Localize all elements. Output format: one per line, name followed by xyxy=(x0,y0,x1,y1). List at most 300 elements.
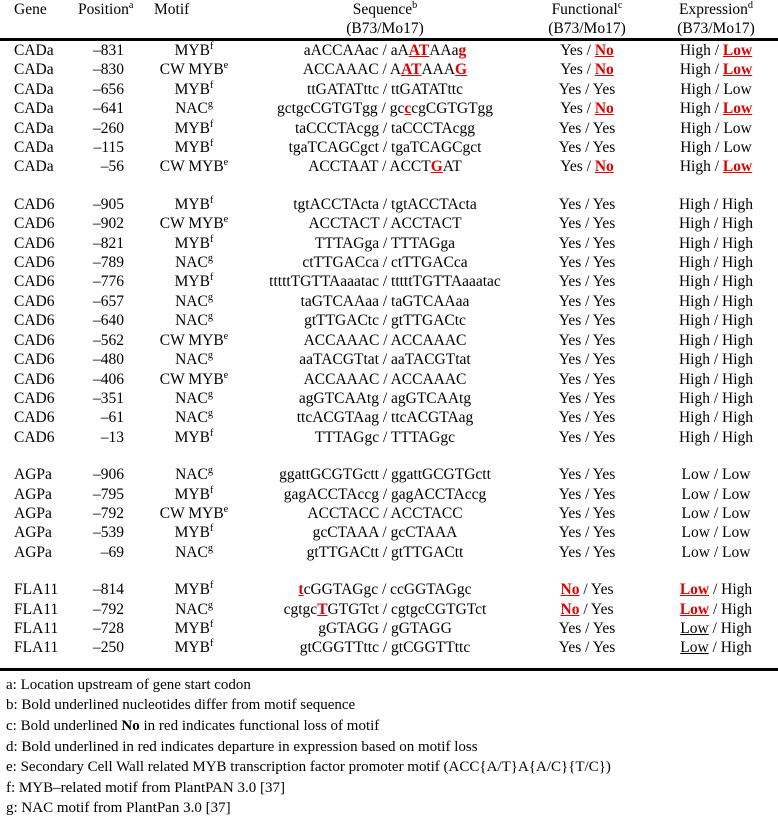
column-header-expression-subtitle: (B73/Mo17) xyxy=(677,20,755,37)
cell-motif xyxy=(138,272,250,291)
expression-run-0: Low / Low xyxy=(681,543,751,561)
expression-run-0: High / High xyxy=(678,428,754,446)
cell-motif-label: NAC xyxy=(175,351,208,369)
cell-gene: CADa xyxy=(14,61,54,79)
cell-sequence xyxy=(250,331,520,350)
cell-gene: CAD6 xyxy=(14,428,55,446)
column-header-position-footnote-marker: a xyxy=(128,0,134,11)
sequence-run-0: tgaTCAGCgct / tgaTCAGCgct xyxy=(288,139,482,157)
sequence-run-0: t xyxy=(298,581,304,599)
cell-motif-footnote-marker: e xyxy=(223,214,229,226)
cell-position: –656 xyxy=(93,80,124,98)
functional-run-0: Yes / Yes xyxy=(558,254,616,272)
cell-sequence xyxy=(250,619,520,638)
cell-position: –56 xyxy=(100,158,124,176)
expression-run-0: High / High xyxy=(678,215,754,233)
cell-sequence xyxy=(250,119,520,138)
table-row xyxy=(0,99,778,118)
cell-motif xyxy=(138,234,250,253)
cell-gene: AGPa xyxy=(14,543,52,561)
table-row xyxy=(0,214,778,233)
cell-motif-label: CW MYB xyxy=(159,61,224,79)
table-row xyxy=(0,80,778,99)
functional-run-0: Yes / Yes xyxy=(558,195,616,213)
cell-sequence xyxy=(250,311,520,330)
expression-run-0: High / xyxy=(679,42,723,59)
cell-motif xyxy=(138,600,250,619)
cell-functional xyxy=(520,580,654,599)
cell-motif-footnote-marker: f xyxy=(209,79,214,91)
cell-motif-label: NAC xyxy=(175,254,208,272)
cell-sequence xyxy=(250,428,520,447)
cell-sequence xyxy=(250,485,520,504)
cell-sequence xyxy=(250,80,520,99)
functional-run-0: Yes / Yes xyxy=(558,351,616,369)
cell-expression xyxy=(654,311,778,330)
table-row xyxy=(0,428,778,447)
footnote-e-run-0: e: Secondary Cell Wall related MYB transcription factor promoter motif (ACC{A/T}A{A/C}{T/C}) xyxy=(6,759,611,776)
sequence-run-0: agGTCAAtg / agGTCAAtg xyxy=(298,389,472,407)
cell-functional xyxy=(520,331,654,350)
cell-motif-label: MYB xyxy=(174,273,210,291)
table-row xyxy=(0,580,778,599)
cell-sequence xyxy=(250,408,520,427)
expression-run-0: Low xyxy=(679,581,710,599)
expression-run-0: High / High xyxy=(678,409,754,427)
functional-run-0: Yes / Yes xyxy=(558,292,616,310)
column-header-functional xyxy=(520,0,654,39)
table-body xyxy=(0,41,778,658)
cell-motif-footnote-marker: f xyxy=(209,194,214,206)
gene-group-spacer-cell xyxy=(0,562,778,580)
sequence-run-2: AAA xyxy=(421,61,456,79)
expression-run-0: High / Low xyxy=(680,119,752,137)
cell-gene: CAD6 xyxy=(14,234,55,252)
table-row xyxy=(0,543,778,562)
cell-motif-label: MYB xyxy=(174,619,210,637)
cell-expression xyxy=(654,195,778,214)
cell-motif-footnote-marker: f xyxy=(209,484,214,496)
column-header-gene xyxy=(0,0,70,39)
cell-motif xyxy=(138,214,250,233)
functional-run-0: Yes / Yes xyxy=(558,428,616,446)
cell-expression xyxy=(654,99,778,118)
header-row xyxy=(0,0,778,39)
column-header-sequence-label: Sequence xyxy=(352,1,413,18)
cell-motif-label: NAC xyxy=(175,466,208,484)
cell-position: –657 xyxy=(93,292,124,310)
expression-run-0: High / Low xyxy=(680,80,752,98)
expression-run-1: Low xyxy=(722,100,753,118)
cell-expression xyxy=(654,485,778,504)
cell-gene: AGPa xyxy=(14,485,52,503)
sequence-run-0: ACCTAAT / ACCT xyxy=(308,158,431,176)
cell-motif-footnote-marker: f xyxy=(209,638,214,650)
cell-motif xyxy=(138,504,250,523)
footnote-c xyxy=(2,716,778,737)
cell-functional xyxy=(520,465,654,484)
sequence-run-0: gtTTGACtc / gtTTGACtc xyxy=(304,312,466,330)
functional-run-1: No xyxy=(594,100,614,118)
cell-sequence xyxy=(250,99,520,118)
functional-run-0: Yes / xyxy=(560,100,595,118)
cell-position: –792 xyxy=(93,504,124,522)
cell-motif-label: MYB xyxy=(174,485,210,503)
expression-run-1: / High xyxy=(708,639,752,657)
functional-run-0: Yes / Yes xyxy=(558,619,616,637)
expression-run-1: Low xyxy=(722,42,753,59)
cell-gene: CAD6 xyxy=(14,389,55,407)
cell-functional xyxy=(520,234,654,253)
cell-gene: CADa xyxy=(14,80,54,98)
cell-motif xyxy=(138,389,250,408)
cell-expression xyxy=(654,234,778,253)
cell-sequence xyxy=(250,638,520,657)
sequence-run-0: gtCGGTTttc / gtCGGTTttc xyxy=(299,639,471,657)
cell-motif xyxy=(138,292,250,311)
cell-motif xyxy=(138,195,250,214)
table-header xyxy=(0,0,778,41)
functional-run-0: No xyxy=(560,581,580,599)
cell-expression xyxy=(654,253,778,272)
footnote-c-run-1: No xyxy=(121,717,140,734)
functional-run-0: Yes / Yes xyxy=(558,466,616,484)
footnote-f-run-0: f: MYB–related motif from PlantPAN 3.0 [37] xyxy=(6,779,286,796)
functional-run-0: Yes / Yes xyxy=(558,331,616,349)
cell-sequence xyxy=(250,523,520,542)
cell-motif xyxy=(138,543,250,562)
expression-run-0: High / High xyxy=(678,331,754,349)
functional-run-0: Yes / Yes xyxy=(558,524,616,542)
expression-run-0: Low / Low xyxy=(681,466,751,484)
sequence-run-0: gtTTGACtt / gtTTGACtt xyxy=(306,543,464,561)
cell-motif-footnote-marker: e xyxy=(223,503,229,515)
cell-position: –902 xyxy=(93,215,124,233)
table-row xyxy=(0,465,778,484)
cell-functional xyxy=(520,311,654,330)
cell-sequence xyxy=(250,41,520,60)
cell-motif-footnote-marker: e xyxy=(223,369,229,381)
footnote-g xyxy=(2,798,778,819)
cell-motif xyxy=(138,311,250,330)
cell-motif-label: CW MYB xyxy=(159,215,224,233)
cell-sequence xyxy=(250,370,520,389)
cell-motif xyxy=(138,523,250,542)
cell-motif-footnote-marker: e xyxy=(223,330,229,342)
cell-sequence xyxy=(250,292,520,311)
sequence-run-2: AT xyxy=(442,158,462,176)
cell-expression xyxy=(654,600,778,619)
expression-run-0: High / xyxy=(679,100,723,118)
cell-motif-label: MYB xyxy=(174,42,210,59)
cell-position: –831 xyxy=(93,42,124,59)
column-header-gene-label: Gene xyxy=(14,1,47,18)
cell-motif xyxy=(138,580,250,599)
functional-run-1: No xyxy=(594,158,614,176)
cell-motif-label: MYB xyxy=(174,234,210,252)
sequence-run-1: G xyxy=(430,158,443,176)
cell-position: –640 xyxy=(93,312,124,330)
cell-motif xyxy=(138,41,250,60)
expression-run-1: Low xyxy=(722,158,753,176)
cell-expression xyxy=(654,370,778,389)
footnote-a xyxy=(2,675,778,696)
cell-functional xyxy=(520,408,654,427)
cell-gene: FLA11 xyxy=(14,639,59,657)
gene-group-spacer xyxy=(0,447,778,465)
sequence-run-0: tgtACCTActa / tgtACCTActa xyxy=(293,195,477,213)
sequence-run-3: g xyxy=(458,42,467,59)
cell-functional xyxy=(520,504,654,523)
sequence-run-1: T xyxy=(317,600,328,618)
table-row xyxy=(0,60,778,79)
table-row xyxy=(0,408,778,427)
cell-motif-footnote-marker: g xyxy=(207,99,213,111)
cell-expression xyxy=(654,331,778,350)
cell-motif xyxy=(138,485,250,504)
table-row xyxy=(0,523,778,542)
sequence-run-0: ACCAAAC / ACCAAAC xyxy=(303,331,467,349)
cell-position: –250 xyxy=(93,639,124,657)
table-row xyxy=(0,619,778,638)
cell-gene: CAD6 xyxy=(14,331,55,349)
sequence-run-0: ggattGCGTGctt / ggattGCGTGctt xyxy=(279,466,491,484)
footnote-f xyxy=(2,778,778,799)
functional-run-1: / Yes xyxy=(579,581,614,599)
cell-motif-label: MYB xyxy=(174,80,210,98)
table-row xyxy=(0,253,778,272)
column-header-sequence xyxy=(250,0,520,39)
functional-run-0: Yes / Yes xyxy=(558,485,616,503)
sequence-run-0: gctgcCGTGTgg / gc xyxy=(276,100,405,118)
cell-expression xyxy=(654,408,778,427)
table-row xyxy=(0,350,778,369)
table-footer xyxy=(0,658,778,671)
functional-run-0: Yes / Yes xyxy=(558,409,616,427)
cell-gene: CADa xyxy=(14,119,54,137)
expression-run-1: / High xyxy=(708,619,752,637)
cell-sequence xyxy=(250,272,520,291)
table-row xyxy=(0,272,778,291)
cell-motif-footnote-marker: e xyxy=(223,60,229,72)
cell-motif xyxy=(138,99,250,118)
footnote-d-run-0: d: Bold underlined in red indicates departure in expression based on motif loss xyxy=(6,738,478,755)
cell-position: –115 xyxy=(93,139,124,157)
cell-expression xyxy=(654,350,778,369)
table-row xyxy=(0,292,778,311)
sequence-run-2: AAa xyxy=(429,42,459,59)
expression-run-0: High / xyxy=(679,158,723,176)
cell-expression xyxy=(654,523,778,542)
expression-run-0: High / High xyxy=(678,292,754,310)
cell-gene: CADa xyxy=(14,158,54,176)
cell-motif-footnote-marker: f xyxy=(209,272,214,284)
cell-functional xyxy=(520,543,654,562)
cell-gene: CAD6 xyxy=(14,273,55,291)
cell-motif-label: CW MYB xyxy=(159,331,224,349)
table-row xyxy=(0,195,778,214)
cell-motif-footnote-marker: f xyxy=(209,137,214,149)
cell-expression xyxy=(654,543,778,562)
cell-sequence xyxy=(250,253,520,272)
functional-run-0: Yes / xyxy=(560,61,595,79)
functional-run-0: Yes / xyxy=(560,158,595,176)
sequence-run-0: aaTACGTtat / aaTACGTtat xyxy=(299,351,471,369)
column-header-sequence-subtitle: (B73/Mo17) xyxy=(346,20,424,37)
cell-functional xyxy=(520,619,654,638)
column-header-motif xyxy=(138,0,250,39)
gene-group-spacer-cell xyxy=(0,447,778,465)
footer-gap-row xyxy=(0,658,778,669)
cell-motif-label: MYB xyxy=(174,639,210,657)
cell-motif xyxy=(138,408,250,427)
cell-position: –69 xyxy=(100,543,124,561)
cell-sequence xyxy=(250,600,520,619)
functional-run-0: Yes / Yes xyxy=(558,139,616,157)
cell-motif-label: CW MYB xyxy=(159,158,224,176)
expression-run-1: / High xyxy=(709,600,753,618)
sequence-run-1: cGGTAGgc / ccGGTAGgc xyxy=(303,581,472,599)
sequence-run-0: ACCTACT / ACCTACT xyxy=(308,215,462,233)
cell-expression xyxy=(654,465,778,484)
table-row xyxy=(0,600,778,619)
functional-run-0: Yes / Yes xyxy=(558,639,616,657)
cell-motif-label: NAC xyxy=(175,292,208,310)
cell-position: –821 xyxy=(93,234,124,252)
expression-run-1: Low xyxy=(722,61,753,79)
expression-run-0: High / High xyxy=(678,195,754,213)
cell-motif-footnote-marker: f xyxy=(209,580,214,591)
cell-motif-label: NAC xyxy=(175,312,208,330)
cell-motif-label: NAC xyxy=(175,409,208,427)
cell-motif-footnote-marker: g xyxy=(207,408,213,420)
cell-gene: CADa xyxy=(14,100,54,118)
cell-position: –830 xyxy=(93,61,124,79)
expression-run-0: High / High xyxy=(678,370,754,388)
sequence-run-1: AT xyxy=(408,42,430,59)
cell-functional xyxy=(520,253,654,272)
cell-functional xyxy=(520,638,654,657)
cell-expression xyxy=(654,428,778,447)
sequence-run-2: cgCGTGTgg xyxy=(411,100,494,118)
cell-motif xyxy=(138,80,250,99)
cell-expression xyxy=(654,60,778,79)
cell-motif xyxy=(138,253,250,272)
sequence-run-0: taCCCTAcgg / taCCCTAcgg xyxy=(294,119,476,137)
cell-motif xyxy=(138,350,250,369)
cell-expression xyxy=(654,638,778,657)
cell-gene: CAD6 xyxy=(14,370,55,388)
cell-sequence xyxy=(250,214,520,233)
cell-motif-footnote-marker: g xyxy=(207,599,213,611)
sequence-run-0: ctTTGACca / ctTTGACca xyxy=(302,254,468,272)
cell-position: –814 xyxy=(93,581,124,599)
cell-functional xyxy=(520,389,654,408)
cell-functional xyxy=(520,99,654,118)
cell-functional xyxy=(520,523,654,542)
cell-motif xyxy=(138,370,250,389)
cell-motif-footnote-marker: g xyxy=(207,291,213,303)
cell-motif-footnote-marker: f xyxy=(209,618,214,630)
column-header-functional-label: Functional xyxy=(551,1,618,18)
cell-motif-footnote-marker: f xyxy=(209,118,214,130)
expression-run-0: Low xyxy=(680,639,709,657)
cell-expression xyxy=(654,80,778,99)
functional-run-0: Yes / xyxy=(560,42,595,59)
sequence-run-0: gagACCTAccg / gagACCTAccg xyxy=(283,485,487,503)
cell-motif-footnote-marker: f xyxy=(209,427,214,439)
cell-gene: CAD6 xyxy=(14,254,55,272)
cell-motif-label: MYB xyxy=(174,195,210,213)
expression-run-0: Low xyxy=(680,619,709,637)
cell-motif-footnote-marker: f xyxy=(209,523,214,535)
functional-run-0: Yes / Yes xyxy=(558,234,616,252)
footnotes-block xyxy=(0,671,778,819)
cell-position: –406 xyxy=(93,370,124,388)
sequence-run-0: ACCAAAC / ACCAAAC xyxy=(303,370,467,388)
footnote-e xyxy=(2,757,778,778)
sequence-run-0: tttttTGTTAaaatac / tttttTGTTAaaatac xyxy=(269,273,501,291)
column-header-motif-label: Motif xyxy=(154,1,190,18)
table-row xyxy=(0,331,778,350)
cell-motif-footnote-marker: g xyxy=(207,349,213,361)
cell-motif xyxy=(138,638,250,657)
gene-group-spacer xyxy=(0,562,778,580)
cell-gene: CAD6 xyxy=(14,409,55,427)
cell-motif-footnote-marker: f xyxy=(209,40,214,52)
sequence-run-0: taGTCAAaa / taGTCAAaa xyxy=(300,292,470,310)
functional-run-0: No xyxy=(560,600,580,618)
cell-expression xyxy=(654,157,778,176)
table-row xyxy=(0,638,778,657)
column-header-expression-label: Expression xyxy=(679,1,748,18)
sequence-run-0: ACCTACC / ACCTACC xyxy=(307,504,463,522)
cell-functional xyxy=(520,272,654,291)
expression-run-0: Low / Low xyxy=(681,504,751,522)
cell-motif-footnote-marker: g xyxy=(207,464,213,476)
cell-gene: CAD6 xyxy=(14,195,55,213)
footnote-c-run-0: c: Bold underlined xyxy=(6,717,122,734)
expression-run-0: High / xyxy=(679,61,723,79)
cell-motif xyxy=(138,119,250,138)
cell-functional xyxy=(520,370,654,389)
cell-functional xyxy=(520,350,654,369)
column-header-position-label: Position xyxy=(78,1,129,18)
cell-motif-footnote-marker: e xyxy=(223,157,229,169)
cell-sequence xyxy=(250,60,520,79)
table-row xyxy=(0,119,778,138)
cell-gene: FLA11 xyxy=(14,619,59,637)
cell-position: –562 xyxy=(93,331,124,349)
functional-run-0: Yes / Yes xyxy=(558,389,616,407)
column-header-functional-footnote-marker: c xyxy=(617,0,623,11)
table-row xyxy=(0,138,778,157)
cell-motif-footnote-marker: g xyxy=(207,388,213,400)
cell-sequence xyxy=(250,195,520,214)
cell-sequence xyxy=(250,543,520,562)
expression-run-0: High / Low xyxy=(680,139,752,157)
sequence-run-0: ACCAAAC / A xyxy=(302,61,402,79)
sequence-run-2: GTGTct / cgtgcCGTGTct xyxy=(327,600,487,618)
cell-motif-label: MYB xyxy=(174,428,210,446)
column-header-expression-footnote-marker: d xyxy=(747,0,753,11)
cell-position: –539 xyxy=(93,524,124,542)
expression-run-0: High / High xyxy=(678,273,754,291)
cell-gene: CADa xyxy=(14,42,54,59)
expression-run-0: High / High xyxy=(678,234,754,252)
table-row xyxy=(0,311,778,330)
functional-run-1: No xyxy=(594,61,614,79)
